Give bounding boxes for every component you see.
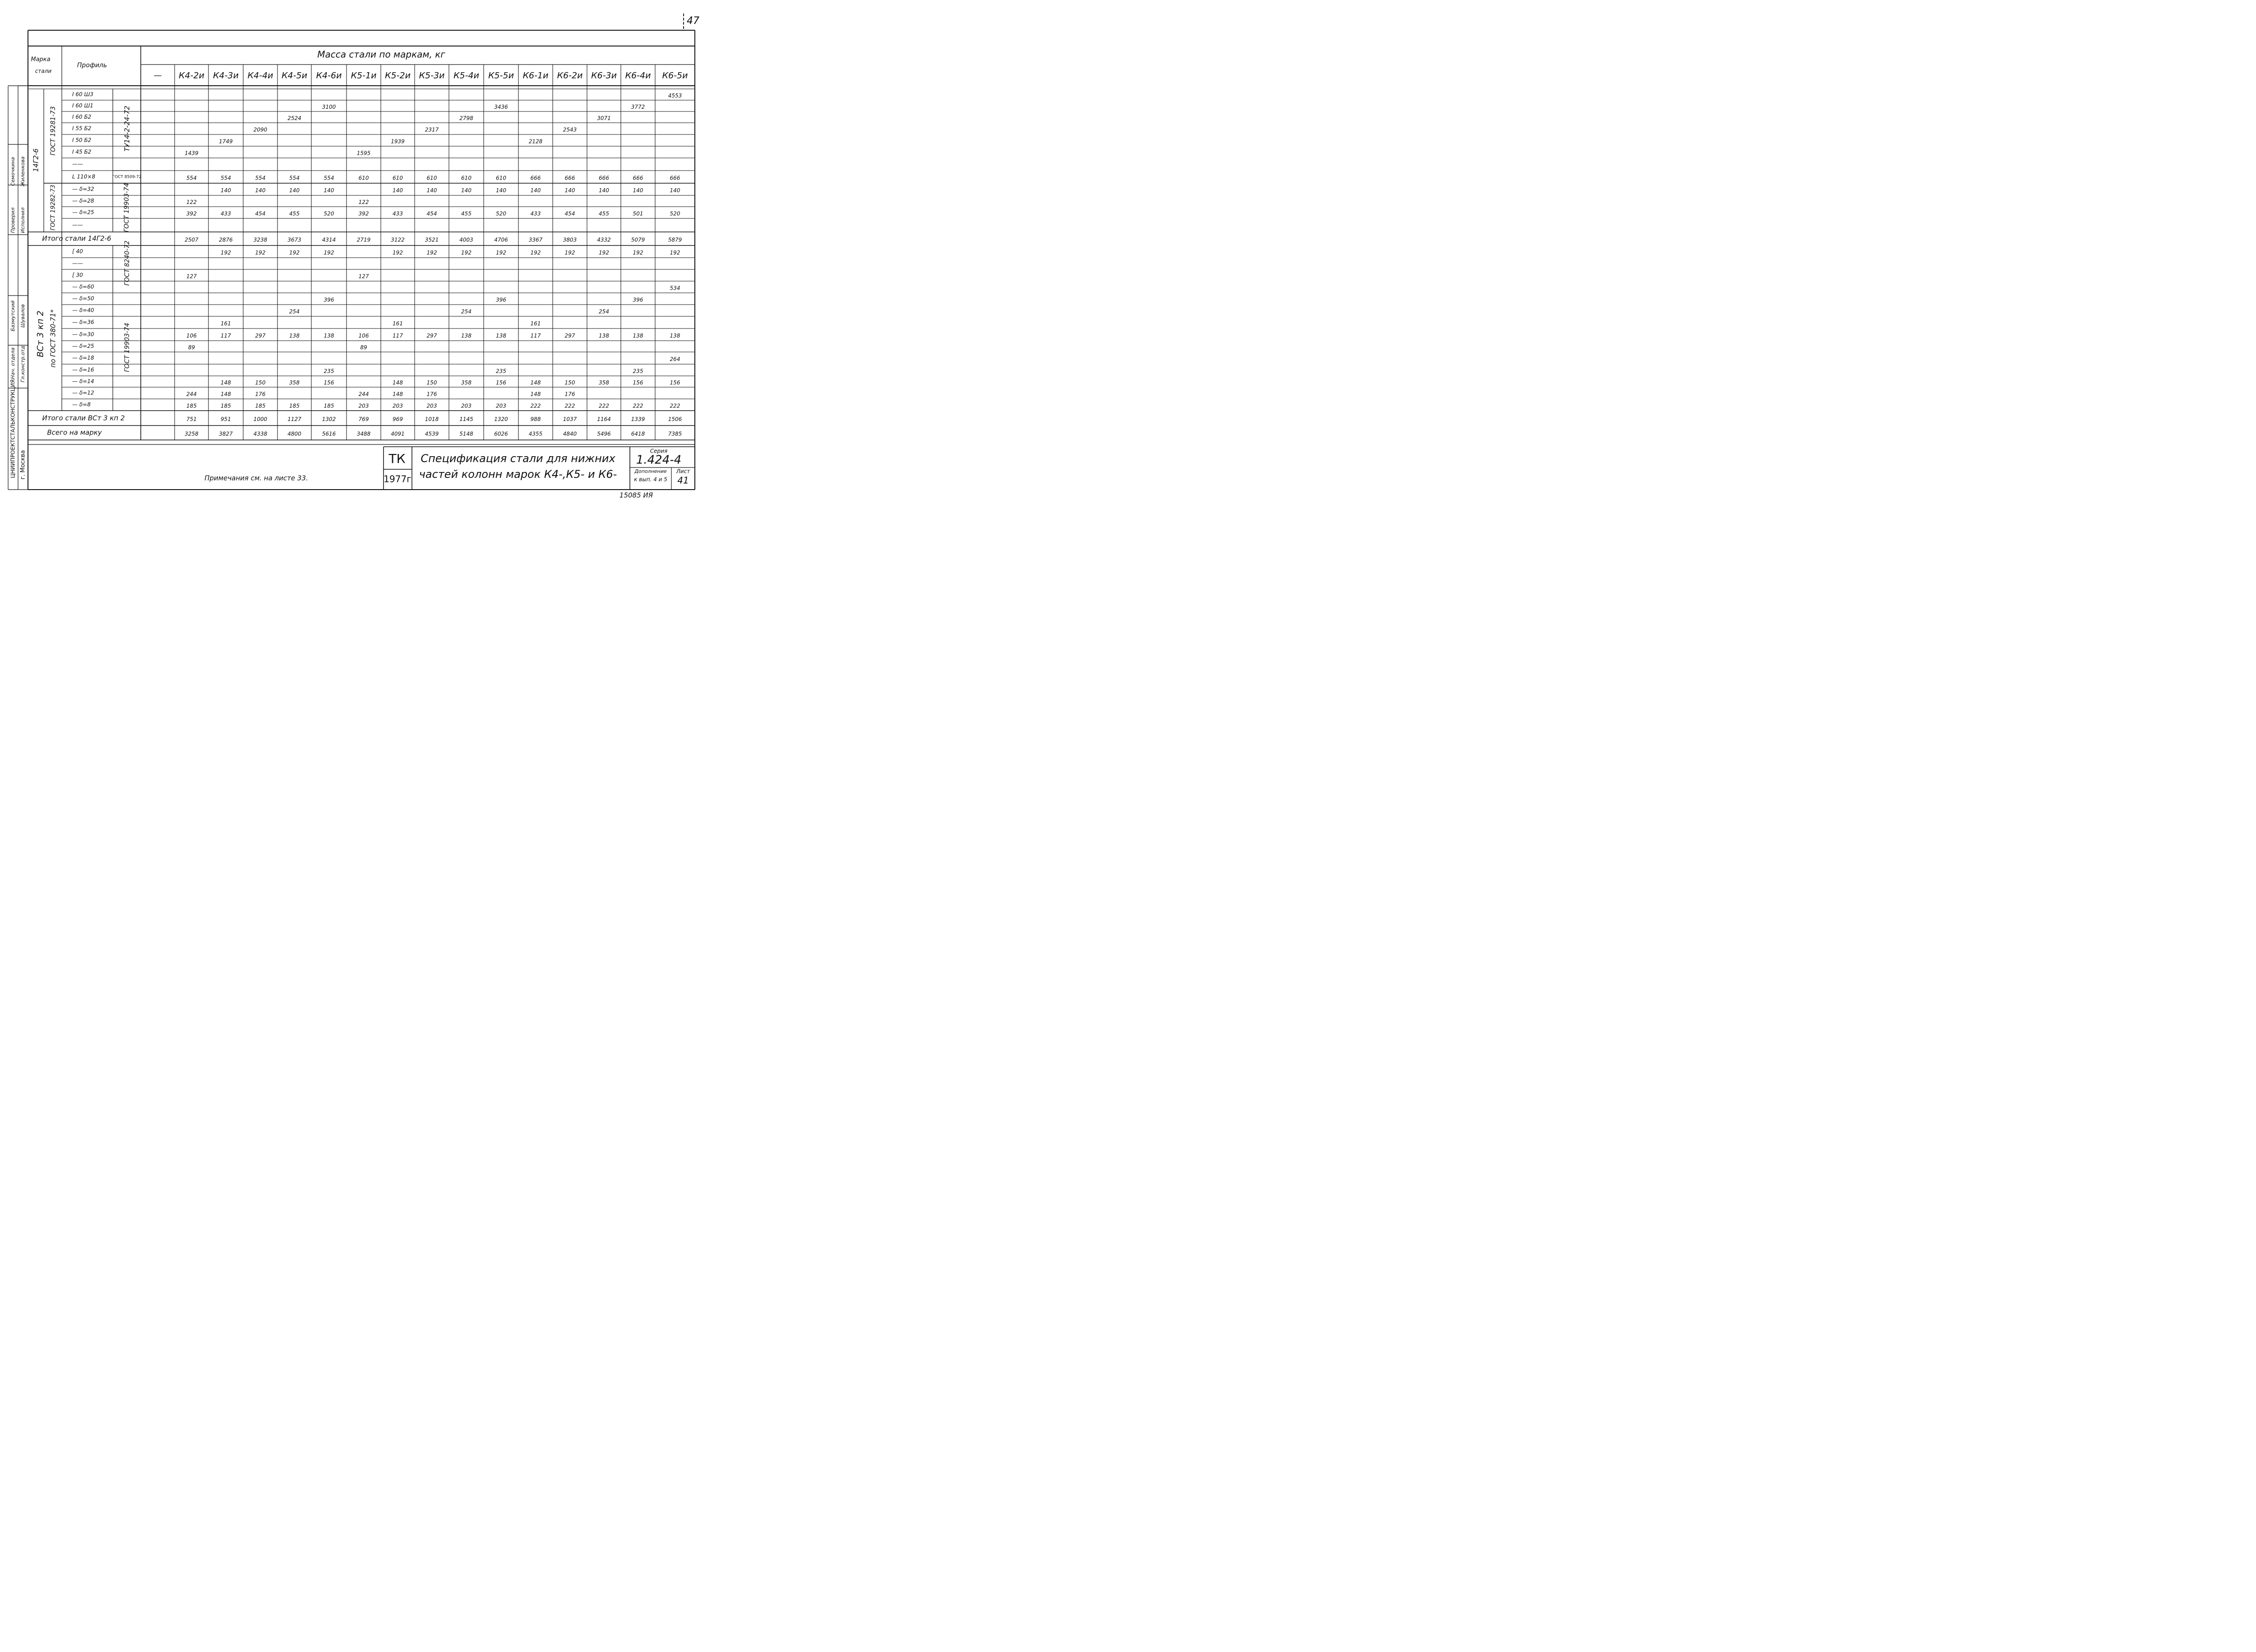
value-cell: 4003 bbox=[459, 236, 473, 243]
value-cell: 140 bbox=[461, 187, 472, 194]
value-cell: 2543 bbox=[563, 126, 577, 133]
profile-cell: [ 30 bbox=[72, 272, 83, 278]
signature-name: Гл.констр.отд. bbox=[20, 344, 26, 383]
value-cell: 455 bbox=[461, 210, 472, 217]
value-cell: 1145 bbox=[459, 416, 473, 422]
gost-19281-label: ГОСТ 19281-73 bbox=[50, 106, 57, 156]
value-cell: 3827 bbox=[219, 430, 233, 437]
value-cell: 2128 bbox=[528, 138, 543, 145]
value-cell: 358 bbox=[461, 379, 472, 386]
value-cell: 161 bbox=[393, 320, 403, 327]
value-cell: 1302 bbox=[322, 416, 336, 422]
value-cell: 396 bbox=[633, 296, 643, 303]
profile-cell: — δ=25 bbox=[72, 343, 94, 349]
value-cell: 554 bbox=[186, 175, 197, 181]
value-cell: 1164 bbox=[597, 416, 611, 422]
value-cell: 534 bbox=[670, 285, 680, 292]
value-cell: 5616 bbox=[322, 430, 336, 437]
value-cell: 3238 bbox=[253, 236, 268, 243]
value-cell: 6026 bbox=[494, 430, 508, 437]
value-cell: 666 bbox=[530, 175, 541, 181]
signature-name: Жиленкова bbox=[20, 156, 26, 187]
value-cell: 969 bbox=[393, 416, 403, 422]
value-cell: 666 bbox=[670, 175, 680, 181]
value-cell: 2798 bbox=[459, 115, 473, 121]
value-cell: 396 bbox=[496, 296, 506, 303]
marka-sub-label: стали bbox=[35, 68, 52, 74]
value-cell: 203 bbox=[426, 403, 437, 409]
value-cell: 392 bbox=[186, 210, 197, 217]
value-cell: 2317 bbox=[425, 126, 439, 133]
column-header-4: К4-5и bbox=[282, 70, 307, 81]
value-cell: 666 bbox=[633, 175, 643, 181]
value-cell: 610 bbox=[496, 175, 506, 181]
value-cell: 192 bbox=[461, 250, 472, 256]
value-cell: 138 bbox=[599, 333, 609, 339]
value-cell: 751 bbox=[186, 416, 197, 422]
value-cell: 455 bbox=[599, 210, 609, 217]
value-cell: 5148 bbox=[459, 430, 473, 437]
value-cell: 140 bbox=[633, 187, 643, 194]
value-cell: 1595 bbox=[356, 150, 371, 157]
profile-cell: — δ=50 bbox=[72, 295, 94, 302]
value-cell: 264 bbox=[670, 356, 680, 362]
profile-cell: —— bbox=[72, 260, 83, 267]
value-cell: 2719 bbox=[356, 236, 371, 243]
value-cell: 140 bbox=[599, 187, 609, 194]
column-header-3: К4-4и bbox=[247, 70, 273, 81]
value-cell: 3122 bbox=[391, 236, 405, 243]
value-cell: 138 bbox=[324, 333, 334, 339]
value-cell: 156 bbox=[496, 379, 506, 386]
steel1-label: 14Г2-6 bbox=[32, 148, 40, 172]
specification-sheet bbox=[0, 0, 707, 510]
value-cell: 1037 bbox=[563, 416, 577, 422]
value-cell: 148 bbox=[393, 391, 403, 398]
value-cell: 4800 bbox=[287, 430, 301, 437]
value-cell: 244 bbox=[186, 391, 197, 398]
column-header-9: К5-4и bbox=[453, 70, 479, 81]
gost-19903-label-b: ГОСТ 19903-74 bbox=[124, 323, 131, 372]
signature-name: Шувалов bbox=[20, 304, 26, 328]
value-cell: 254 bbox=[599, 308, 609, 315]
gost-19903-label-a: ГОСТ 19903-74 bbox=[123, 183, 130, 232]
signature-name: Базмутский bbox=[10, 300, 16, 332]
mass-title: Масса стали по маркам, кг bbox=[317, 49, 445, 60]
value-cell: 6418 bbox=[631, 430, 645, 437]
profile-cell: — δ=12 bbox=[72, 389, 94, 396]
value-cell: 140 bbox=[289, 187, 300, 194]
value-cell: 554 bbox=[324, 175, 334, 181]
signature-name: Исполнил bbox=[20, 207, 26, 233]
profile-cell: — δ=32 bbox=[72, 186, 94, 192]
value-cell: 176 bbox=[564, 391, 575, 398]
value-cell: 4355 bbox=[528, 430, 543, 437]
value-cell: 297 bbox=[255, 333, 266, 339]
city-name: г. Москва bbox=[19, 450, 27, 480]
column-header-5: К4-6и bbox=[316, 70, 342, 81]
value-cell: 3488 bbox=[356, 430, 371, 437]
value-cell: 140 bbox=[426, 187, 437, 194]
value-cell: 148 bbox=[530, 391, 541, 398]
value-cell: 148 bbox=[393, 379, 403, 386]
value-cell: 1000 bbox=[253, 416, 268, 422]
value-cell: 222 bbox=[670, 403, 680, 409]
value-cell: 5879 bbox=[668, 236, 682, 243]
total-steel2-label: Итого стали ВСт 3 кп 2 bbox=[42, 414, 125, 422]
value-cell: 2507 bbox=[185, 236, 199, 243]
value-cell: 192 bbox=[599, 250, 609, 256]
title-line-2: частей колонн марок К4-,К5- и К6- bbox=[419, 468, 617, 481]
series-label: Серия bbox=[650, 448, 668, 454]
value-cell: 222 bbox=[564, 403, 575, 409]
value-cell: 122 bbox=[186, 199, 197, 205]
value-cell: 150 bbox=[426, 379, 437, 386]
profile-cell: —— bbox=[72, 161, 83, 167]
tu-label: ТУ14-2-24-72 bbox=[123, 106, 131, 152]
value-cell: 610 bbox=[393, 175, 403, 181]
value-cell: 454 bbox=[426, 210, 437, 217]
value-cell: 203 bbox=[358, 403, 369, 409]
profile-cell: — δ=25 bbox=[72, 209, 94, 216]
value-cell: 140 bbox=[393, 187, 403, 194]
value-cell: 1439 bbox=[185, 150, 199, 157]
value-cell: 433 bbox=[530, 210, 541, 217]
value-cell: 203 bbox=[496, 403, 506, 409]
value-cell: 454 bbox=[255, 210, 266, 217]
value-cell: 156 bbox=[670, 379, 680, 386]
column-header-13: К6-3и bbox=[591, 70, 617, 81]
profile-cell: Ι 60 Ш3 bbox=[72, 91, 93, 97]
value-cell: 122 bbox=[358, 199, 369, 205]
value-cell: 1939 bbox=[391, 138, 405, 145]
column-header-14: К6-4и bbox=[625, 70, 651, 81]
value-cell: 3071 bbox=[597, 115, 611, 121]
value-cell: 951 bbox=[221, 416, 231, 422]
profile-cell: Ι 50 Б2 bbox=[72, 137, 92, 143]
value-cell: 554 bbox=[221, 175, 231, 181]
value-cell: 433 bbox=[393, 210, 403, 217]
value-cell: 117 bbox=[393, 333, 403, 339]
value-cell: 520 bbox=[670, 210, 680, 217]
value-cell: 89 bbox=[188, 344, 195, 351]
value-cell: 4706 bbox=[494, 236, 508, 243]
value-cell: 140 bbox=[670, 187, 680, 194]
value-cell: 1127 bbox=[287, 416, 301, 422]
value-cell: 185 bbox=[289, 403, 300, 409]
archive-number: 15085 ИЯ bbox=[619, 491, 653, 500]
column-header-8: К5-3и bbox=[419, 70, 445, 81]
profile-cell: — δ=30 bbox=[72, 331, 94, 338]
value-cell: 138 bbox=[289, 333, 300, 339]
profile-cell: Ι 55 Б2 bbox=[72, 125, 92, 132]
value-cell: 192 bbox=[393, 250, 403, 256]
value-cell: 203 bbox=[393, 403, 403, 409]
tk-label: ТК bbox=[388, 451, 406, 466]
value-cell: 192 bbox=[633, 250, 643, 256]
value-cell: 358 bbox=[289, 379, 300, 386]
value-cell: 3772 bbox=[631, 104, 645, 110]
signature-name: Нач. отдела bbox=[10, 347, 16, 379]
gost-8509-label: ГОСТ 8509-72 bbox=[112, 175, 142, 180]
value-cell: 1506 bbox=[668, 416, 682, 422]
profile-cell: — δ=8 bbox=[72, 401, 91, 408]
gost-8240-label: ГОСТ 8240-72 bbox=[124, 240, 131, 286]
value-cell: 106 bbox=[358, 333, 369, 339]
value-cell: 3673 bbox=[287, 236, 301, 243]
value-cell: 4314 bbox=[322, 236, 336, 243]
grand-total-label: Всего на марку bbox=[47, 428, 102, 437]
value-cell: 140 bbox=[564, 187, 575, 194]
value-cell: 117 bbox=[530, 333, 541, 339]
value-cell: 396 bbox=[324, 296, 334, 303]
signature-name: Семочкина bbox=[10, 157, 16, 186]
title-line-1: Спецификация стали для нижних bbox=[421, 452, 615, 465]
value-cell: 3100 bbox=[322, 104, 336, 110]
value-cell: 3436 bbox=[494, 104, 508, 110]
page-number: 47 bbox=[687, 15, 699, 27]
value-cell: 176 bbox=[255, 391, 266, 398]
value-cell: 117 bbox=[221, 333, 231, 339]
value-cell: 235 bbox=[324, 368, 334, 375]
value-cell: 127 bbox=[186, 273, 197, 280]
org-name: ЦНИИПРОЕКТСТАЛЬКОНСТРУКЦИЯ bbox=[9, 379, 16, 478]
value-cell: 454 bbox=[564, 210, 575, 217]
profile-cell: — δ=60 bbox=[72, 283, 94, 290]
value-cell: 185 bbox=[221, 403, 231, 409]
value-cell: 3367 bbox=[528, 236, 543, 243]
value-cell: 254 bbox=[289, 308, 300, 315]
profile-cell: — δ=36 bbox=[72, 319, 94, 325]
value-cell: 4553 bbox=[668, 93, 682, 99]
supplement-label: Дополнение bbox=[634, 468, 667, 474]
value-cell: 192 bbox=[221, 250, 231, 256]
series-value: 1.424-4 bbox=[636, 453, 682, 467]
value-cell: 1018 bbox=[425, 416, 439, 422]
gost-19282-label: ГОСТ 19282-73 bbox=[50, 185, 57, 231]
value-cell: 138 bbox=[633, 333, 643, 339]
profile-cell: — δ=28 bbox=[72, 198, 94, 204]
value-cell: 1749 bbox=[219, 138, 233, 145]
signature-name: Проверил bbox=[10, 207, 16, 233]
marka-label: Марка bbox=[31, 56, 51, 63]
value-cell: 610 bbox=[358, 175, 369, 181]
value-cell: 4338 bbox=[253, 430, 268, 437]
value-cell: 192 bbox=[289, 250, 300, 256]
value-cell: 610 bbox=[461, 175, 472, 181]
value-cell: 4840 bbox=[563, 430, 577, 437]
column-header-1: К4-2и bbox=[179, 70, 204, 81]
value-cell: 358 bbox=[599, 379, 609, 386]
value-cell: 222 bbox=[599, 403, 609, 409]
note-text: Примечания см. на листе 33. bbox=[204, 474, 308, 482]
value-cell: 520 bbox=[324, 210, 334, 217]
value-cell: 988 bbox=[530, 416, 541, 422]
value-cell: 3258 bbox=[185, 430, 199, 437]
value-cell: 192 bbox=[324, 250, 334, 256]
value-cell: 5079 bbox=[631, 236, 645, 243]
value-cell: 769 bbox=[358, 416, 369, 422]
value-cell: 297 bbox=[564, 333, 575, 339]
steel2-label: ВСт 3 кп 2 bbox=[35, 310, 46, 357]
value-cell: 138 bbox=[461, 333, 472, 339]
value-cell: 3803 bbox=[563, 236, 577, 243]
value-cell: 140 bbox=[324, 187, 334, 194]
total-steel1-label: Итого стали 14Г2-6 bbox=[42, 234, 111, 243]
value-cell: 138 bbox=[496, 333, 506, 339]
profile-cell: — δ=40 bbox=[72, 307, 94, 314]
value-cell: 222 bbox=[633, 403, 643, 409]
value-cell: 5496 bbox=[597, 430, 611, 437]
value-cell: 4091 bbox=[391, 430, 405, 437]
value-cell: 140 bbox=[221, 187, 231, 194]
value-cell: 1339 bbox=[631, 416, 645, 422]
value-cell: 192 bbox=[670, 250, 680, 256]
profile-cell: Ι 45 Б2 bbox=[72, 148, 92, 155]
value-cell: 192 bbox=[530, 250, 541, 256]
value-cell: 554 bbox=[255, 175, 266, 181]
column-header-15: К6-5и bbox=[662, 70, 688, 81]
sheet-label: Лист bbox=[676, 468, 690, 475]
value-cell: 455 bbox=[289, 210, 300, 217]
value-cell: 666 bbox=[599, 175, 609, 181]
value-cell: 185 bbox=[186, 403, 197, 409]
value-cell: 666 bbox=[564, 175, 575, 181]
year-label: 1977г bbox=[384, 473, 411, 485]
value-cell: 4539 bbox=[425, 430, 439, 437]
value-cell: 156 bbox=[324, 379, 334, 386]
value-cell: 127 bbox=[358, 273, 369, 280]
value-cell: 1320 bbox=[494, 416, 508, 422]
profile-cell: —— bbox=[72, 222, 83, 228]
value-cell: 89 bbox=[360, 344, 367, 351]
value-cell: 150 bbox=[255, 379, 266, 386]
steel2-std-label: по ГОСТ 380-71* bbox=[49, 309, 57, 368]
value-cell: 235 bbox=[633, 368, 643, 375]
column-header-2: К4-3и bbox=[213, 70, 239, 81]
value-cell: 610 bbox=[426, 175, 437, 181]
value-cell: 297 bbox=[426, 333, 437, 339]
value-cell: 148 bbox=[221, 391, 231, 398]
column-header-11: К6-1и bbox=[522, 70, 549, 81]
value-cell: 7385 bbox=[668, 430, 682, 437]
profile-cell: — δ=16 bbox=[72, 366, 94, 373]
value-cell: 192 bbox=[426, 250, 437, 256]
value-cell: 138 bbox=[670, 333, 680, 339]
value-cell: 150 bbox=[564, 379, 575, 386]
value-cell: 148 bbox=[530, 379, 541, 386]
value-cell: 203 bbox=[461, 403, 472, 409]
value-cell: 433 bbox=[221, 210, 231, 217]
value-cell: 4332 bbox=[597, 236, 611, 243]
value-cell: 192 bbox=[496, 250, 506, 256]
value-cell: 140 bbox=[496, 187, 506, 194]
sheet-value: 41 bbox=[677, 475, 689, 486]
profile-cell: Ι 60 Ш1 bbox=[72, 102, 93, 109]
value-cell: 554 bbox=[289, 175, 300, 181]
column-header-7: К5-2и bbox=[385, 70, 411, 81]
value-cell: 244 bbox=[358, 391, 369, 398]
value-cell: 176 bbox=[426, 391, 437, 398]
value-cell: 148 bbox=[221, 379, 231, 386]
value-cell: 161 bbox=[221, 320, 231, 327]
profile-cell: — δ=14 bbox=[72, 378, 94, 384]
value-cell: 106 bbox=[186, 333, 197, 339]
value-cell: 156 bbox=[633, 379, 643, 386]
value-cell: 2090 bbox=[253, 126, 268, 133]
profile-cell: — δ=18 bbox=[72, 355, 94, 361]
value-cell: 2876 bbox=[219, 236, 233, 243]
column-header-12: К6-2и bbox=[557, 70, 583, 81]
value-cell: 520 bbox=[496, 210, 506, 217]
value-cell: 185 bbox=[255, 403, 266, 409]
profile-cell: Ι 60 Б2 bbox=[72, 114, 92, 120]
value-cell: 2524 bbox=[287, 115, 301, 121]
value-cell: 392 bbox=[358, 210, 369, 217]
value-cell: 161 bbox=[530, 320, 541, 327]
profile-label: Профиль bbox=[77, 62, 107, 69]
value-cell: 185 bbox=[324, 403, 334, 409]
supplement-value: к вып. 4 и 5 bbox=[634, 476, 667, 483]
value-cell: 501 bbox=[633, 210, 643, 217]
value-cell: 192 bbox=[255, 250, 266, 256]
value-cell: 140 bbox=[530, 187, 541, 194]
value-cell: 235 bbox=[496, 368, 506, 375]
column-header-10: К5-5и bbox=[488, 70, 514, 81]
column-header-0: — bbox=[153, 71, 162, 80]
value-cell: 254 bbox=[461, 308, 472, 315]
value-cell: 192 bbox=[564, 250, 575, 256]
value-cell: 140 bbox=[255, 187, 266, 194]
profile-cell: L 110×8 bbox=[72, 173, 96, 180]
value-cell: 222 bbox=[530, 403, 541, 409]
value-cell: 3521 bbox=[425, 236, 439, 243]
profile-cell: [ 40 bbox=[72, 248, 83, 255]
column-header-6: К5-1и bbox=[351, 70, 377, 81]
